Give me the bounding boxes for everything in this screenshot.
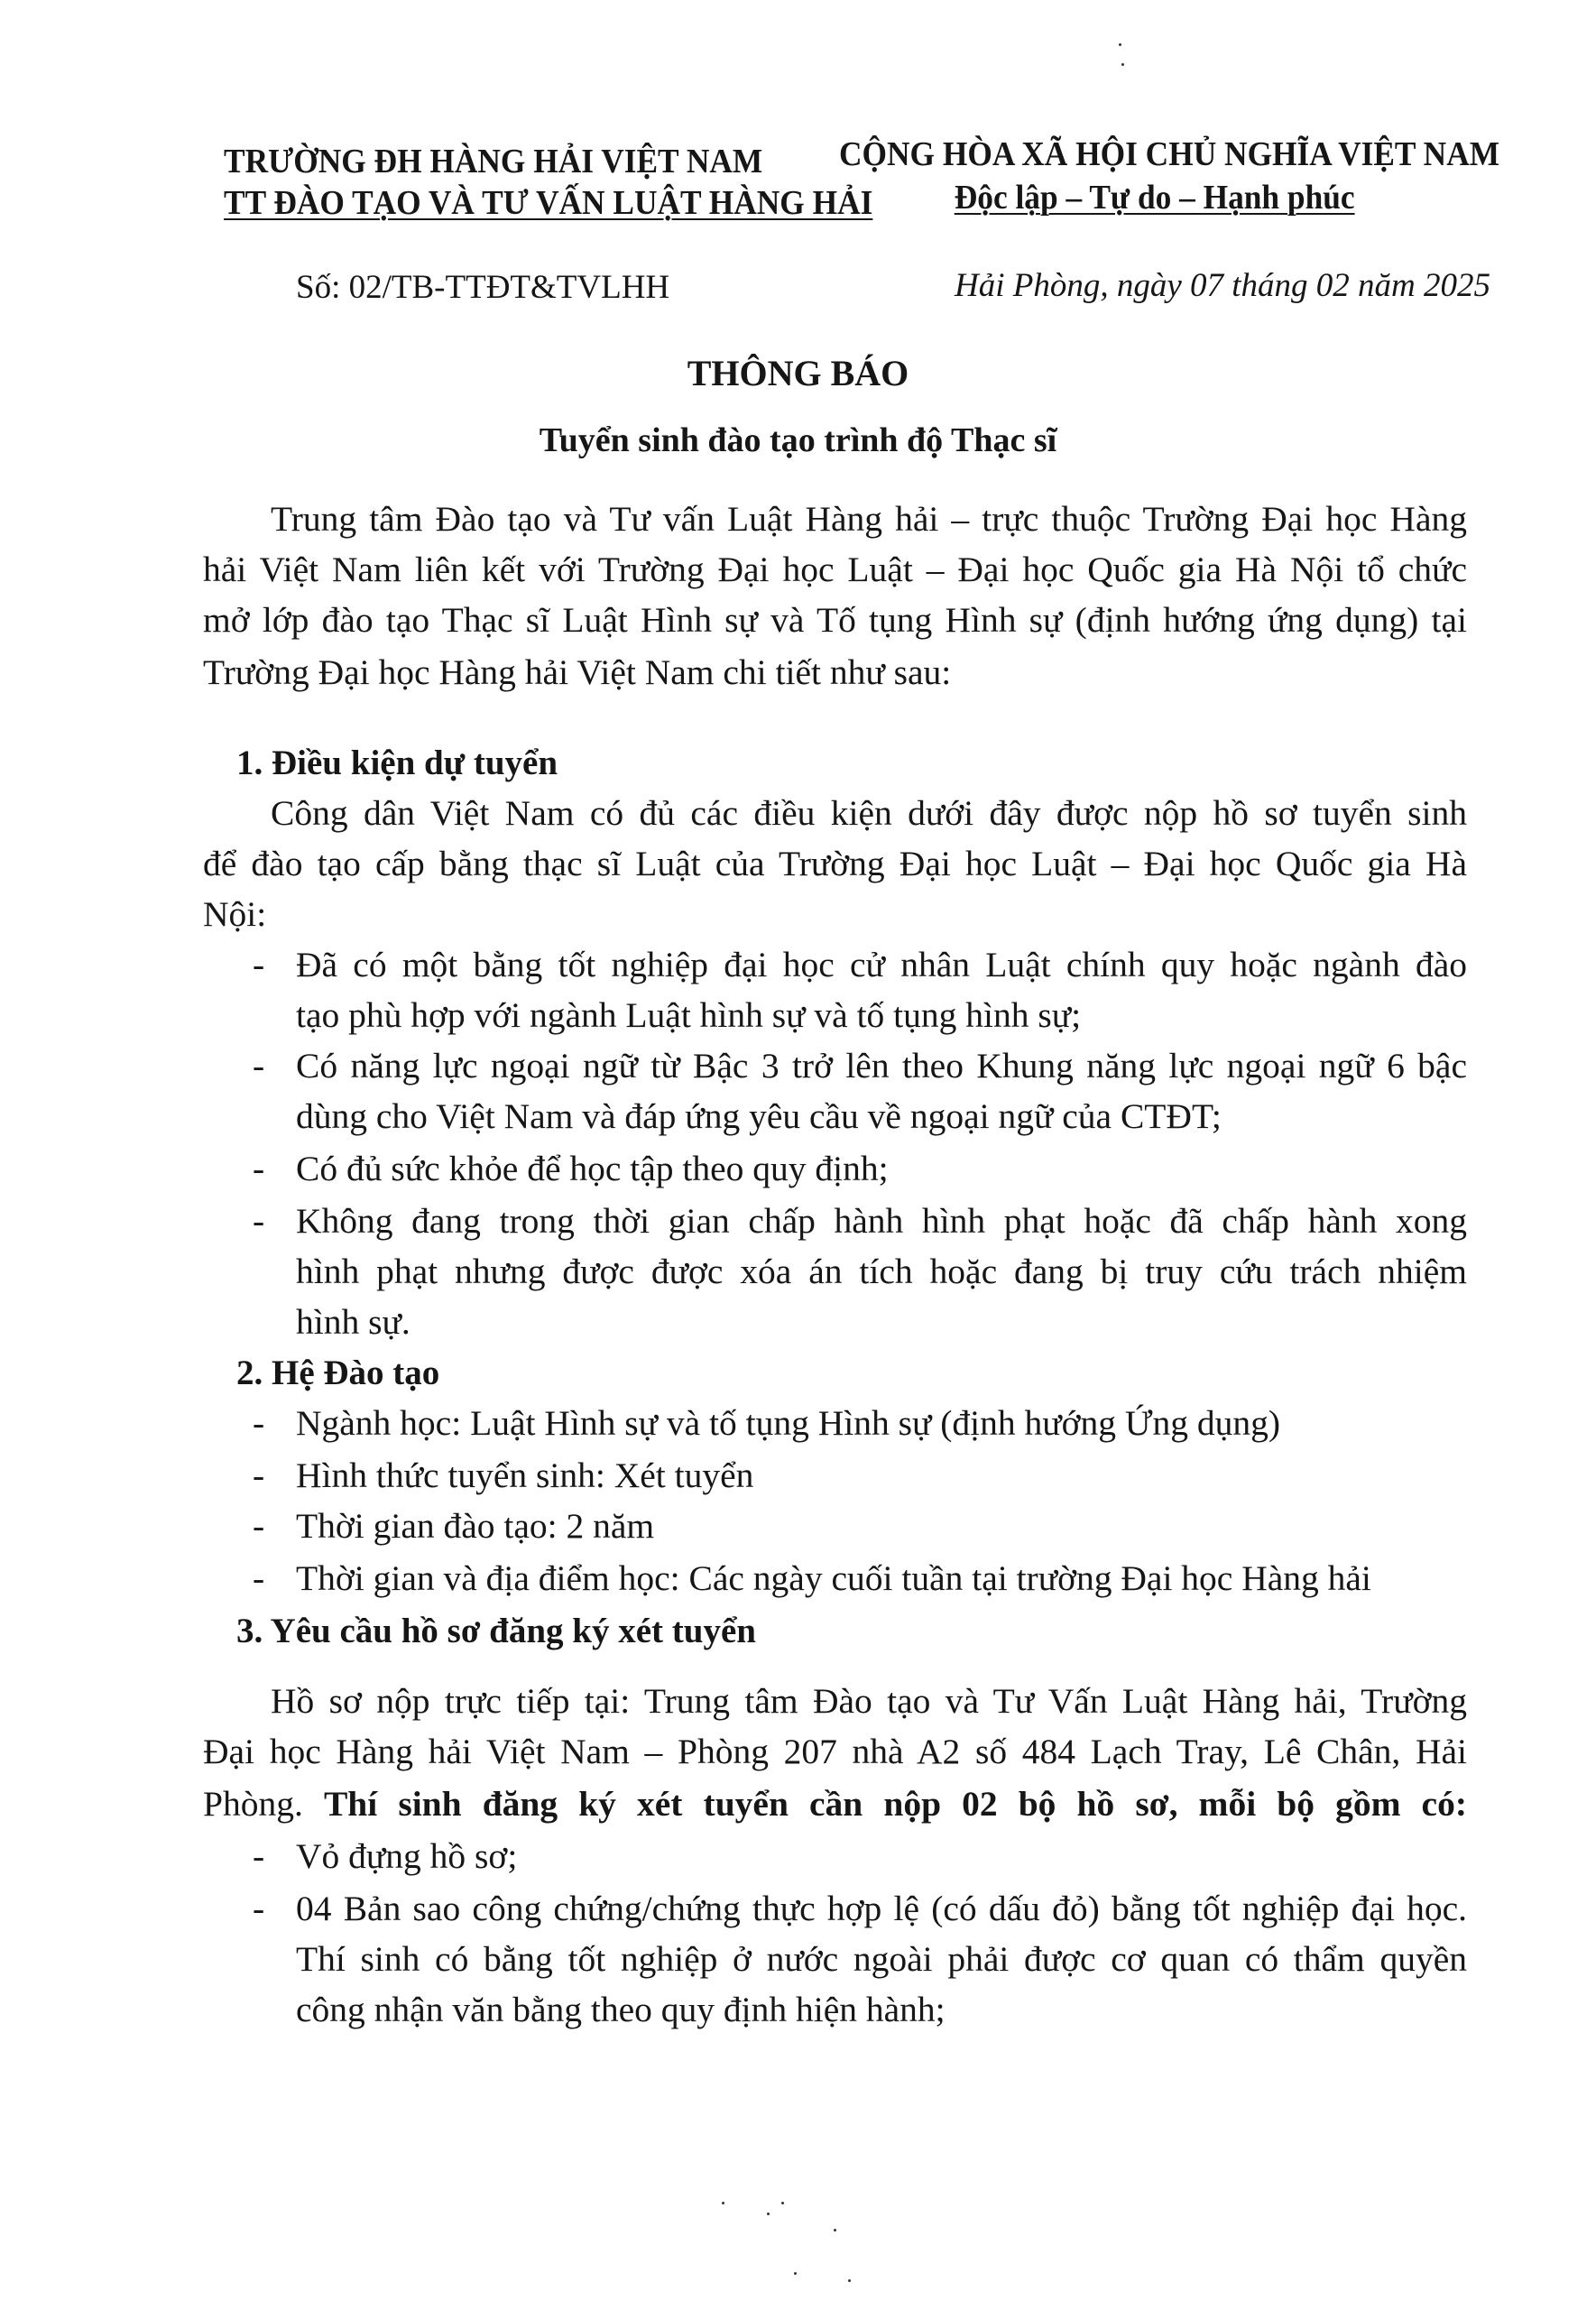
list-dash: -	[253, 1403, 265, 1443]
condition-3-line-1: Có đủ sức khỏe để học tập theo quy định;	[296, 1149, 889, 1188]
section-1-para-line-3: Nội:	[203, 894, 267, 934]
section-3-requirement-note: Thí sinh đăng ký xét tuyển cần nộp 02 bộ hồ sơ, mỗi bộ gồm có:	[323, 1784, 1467, 1824]
list-dash: -	[253, 1455, 265, 1495]
dossier-item-1: Vỏ đựng hồ sơ;	[296, 1836, 518, 1876]
list-dash: -	[253, 1201, 265, 1241]
training-major: Ngành học: Luật Hình sự và tố tụng Hình sự (định hướng Ứng dụng)	[296, 1403, 1281, 1443]
intro-line-3: mở lớp đào tạo Thạc sĩ Luật Hình sự và Tố tụng Hình sự (định hướng ứng dụng) tại	[203, 600, 1467, 640]
condition-4-line-3: hình sự.	[296, 1302, 411, 1342]
scan-speck	[1119, 43, 1121, 46]
condition-1-line-2: tạo phù hợp với ngành Luật hình sự và tố tụng hình sự;	[296, 995, 1082, 1035]
intro-line-2: hải Việt Nam liên kết với Trường Đại học Luật – Đại học Quốc gia Hà Nội tổ chức	[203, 550, 1467, 589]
training-duration: Thời gian đào tạo: 2 năm	[296, 1506, 655, 1546]
condition-4-line-2: hình phạt nhưng được được xóa án tích hoặc đang bị truy cứu trách nhiệm	[296, 1252, 1467, 1291]
dossier-item-2-line-1: 04 Bản sao công chứng/chứng thực hợp lệ (có dấu đỏ) bằng tốt nghiệp đại học.	[296, 1889, 1467, 1928]
document-subtitle: Tuyển sinh đào tạo trình độ Thạc sĩ	[539, 421, 1057, 459]
dossier-item-2-line-2: Thí sinh có bằng tốt nghiệp ở nước ngoài phải được cơ quan có thẩm quyền	[296, 1939, 1467, 1979]
intro-line-4: Trường Đại học Hàng hải Việt Nam chi tiết như sau:	[203, 652, 952, 692]
list-dash: -	[253, 1506, 265, 1546]
condition-4-line-1: Không đang trong thời gian chấp hành hình phạt hoặc đã chấp hành xong	[296, 1201, 1467, 1241]
scan-speck	[722, 2202, 724, 2204]
condition-2-line-2: dùng cho Việt Nam và đáp ứng yêu cầu về ngoại ngữ của CTĐT;	[296, 1096, 1222, 1136]
section-3-heading: 3. Yêu cầu hồ sơ đăng ký xét tuyển	[236, 1612, 756, 1650]
list-dash: -	[253, 1046, 265, 1086]
condition-2-line-1: Có năng lực ngoại ngữ từ Bậc 3 trở lên theo Khung năng lực ngoại ngữ 6 bậc	[296, 1046, 1467, 1086]
section-1-para-line-2: để đào tạo cấp bằng thạc sĩ Luật của Trường Đại học Luật – Đại học Quốc gia Hà	[203, 844, 1467, 883]
section-2-heading: 2. Hệ Đào tạo	[236, 1354, 440, 1392]
section-3-para-line-1: Hồ sơ nộp trực tiếp tại: Trung tâm Đào tạo và Tư Vấn Luật Hàng hải, Trường	[271, 1681, 1467, 1721]
study-time-location: Thời gian và địa điểm học: Các ngày cuối tuần tại trường Đại học Hàng hải	[296, 1558, 1371, 1598]
national-motto-text: Độc lập – Tự do – Hạnh phúc	[954, 179, 1355, 217]
section-1-heading: 1. Điều kiện dự tuyển	[236, 744, 558, 782]
national-motto	[839, 180, 1470, 215]
national-title: CỘNG HÒA XÃ HỘI CHỦ NGHĨA VIỆT NAM	[839, 135, 1500, 173]
section-3-para-line-2: Đại học Hàng hải Việt Nam – Phòng 207 nhà A2 số 484 Lạch Tray, Lê Chân, Hải	[203, 1732, 1467, 1771]
list-dash: -	[253, 1889, 265, 1928]
section-3-para-line-3	[203, 1784, 1467, 1824]
intro-line-1: Trung tâm Đào tạo và Tư vấn Luật Hàng hải – trực thuộc Trường Đại học Hàng	[271, 499, 1467, 539]
center-name-text: TT ĐÀO TẠO VÀ TƯ VẤN LUẬT HÀNG HẢI	[224, 184, 873, 222]
list-dash: -	[253, 1149, 265, 1188]
condition-1-line-1: Đã có một bằng tốt nghiệp đại học cử nhân Luật chính quy hoặc ngành đào	[296, 945, 1467, 984]
section-3-para-line-3-normal: Phòng.	[203, 1784, 303, 1824]
document-title: THÔNG BÁO	[687, 353, 909, 393]
school-name: TRƯỜNG ĐH HÀNG HẢI VIỆT NAM	[224, 143, 763, 180]
scan-speck	[781, 2202, 784, 2204]
section-1-para-line-1: Công dân Việt Nam có đủ các điều kiện dưới đây được nộp hồ sơ tuyển sinh	[271, 793, 1467, 833]
scan-speck	[834, 2229, 836, 2231]
scan-speck	[848, 2279, 851, 2282]
scan-speck	[767, 2213, 770, 2215]
list-dash: -	[253, 945, 265, 984]
center-name	[224, 184, 873, 222]
admission-form: Hình thức tuyển sinh: Xét tuyển	[296, 1455, 754, 1495]
dossier-item-2-line-3: công nhận văn bằng theo quy định hiện hành;	[296, 1990, 946, 2029]
document-number: Số: 02/TB-TTĐT&TVLHH	[296, 269, 670, 306]
scan-speck	[794, 2272, 797, 2275]
place-date: Hải Phòng, ngày 07 tháng 02 năm 2025	[955, 267, 1491, 304]
list-dash: -	[253, 1836, 265, 1876]
scan-speck	[1121, 63, 1124, 66]
list-dash: -	[253, 1558, 265, 1598]
